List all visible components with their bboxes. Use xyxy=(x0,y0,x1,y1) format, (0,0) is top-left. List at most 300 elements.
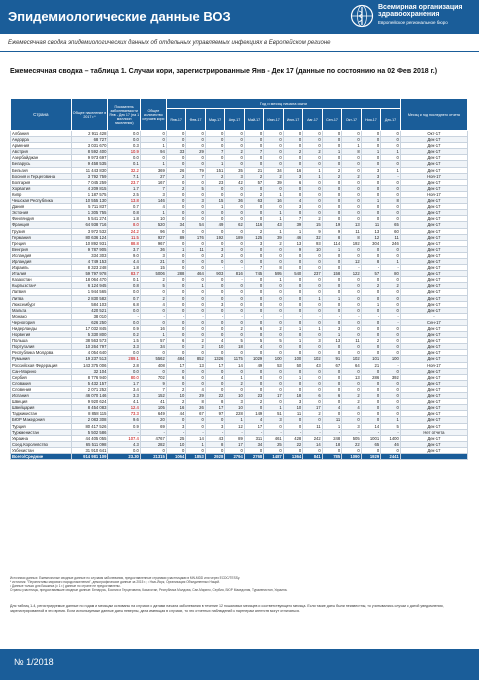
month-cases-cell: 0 xyxy=(205,155,224,161)
month-cases-cell: 1 xyxy=(322,423,341,429)
month-cases-cell: 0 xyxy=(283,265,302,271)
month-cases-cell: 2 xyxy=(381,283,401,289)
country-cell: Узбекистан xyxy=(11,447,72,453)
country-cell: Всего/Средние xyxy=(11,453,72,459)
population-cell: 9 787 905 xyxy=(71,246,108,252)
month-cases-cell: 26 xyxy=(186,405,205,411)
month-cases-cell: 5 xyxy=(186,185,205,191)
country-cell: Грузия xyxy=(11,228,72,234)
month-cases-cell: 0 xyxy=(303,179,322,185)
col-header-month: Окт-17 xyxy=(342,109,361,131)
last-report-cell: Дек-17 xyxy=(400,161,467,167)
last-report-cell: Дек-17 xyxy=(400,155,467,161)
month-cases-cell: 0 xyxy=(186,252,205,258)
month-cases-cell: 21 xyxy=(244,167,263,173)
last-report-cell: Ноя-17 xyxy=(400,191,467,197)
month-cases-cell: 0 xyxy=(361,350,380,356)
month-cases-cell: 0 xyxy=(361,143,380,149)
month-cases-cell: 0 xyxy=(381,191,401,197)
last-report-cell: Дек-17 xyxy=(400,228,467,234)
month-cases-cell: 0 xyxy=(244,283,263,289)
month-cases-cell: 0 xyxy=(381,179,401,185)
country-cell: Финляндия xyxy=(11,216,72,222)
country-cell: Венгрия xyxy=(11,246,72,252)
month-cases-cell: 0 xyxy=(322,252,341,258)
month-cases-cell: 0 xyxy=(166,137,185,143)
last-report-cell: Окт-17 xyxy=(400,131,467,137)
cases-cell: 4767 xyxy=(140,435,166,441)
month-cases-cell: 0 xyxy=(264,137,283,143)
month-cases-cell: 595 xyxy=(264,271,283,277)
month-cases-cell: 16 xyxy=(166,405,185,411)
population-cell: 18 064 470 xyxy=(71,277,108,283)
month-cases-cell: 0 xyxy=(342,252,361,258)
last-report-cell: Нет отчета xyxy=(400,429,467,435)
month-cases-cell: 2768 xyxy=(244,453,263,459)
month-cases-cell: 0 xyxy=(322,179,341,185)
country-cell: Мальта xyxy=(11,307,72,313)
month-cases-cell: 25 xyxy=(166,435,185,441)
cases-cell: 369 xyxy=(140,167,166,173)
month-cases-cell: 4 xyxy=(322,405,341,411)
month-cases-cell: 0 xyxy=(264,295,283,301)
month-cases-cell: 2 xyxy=(166,386,185,392)
month-cases-cell: 0 xyxy=(186,447,205,453)
month-cases-cell: 0 xyxy=(361,210,380,216)
month-cases-cell: 0 xyxy=(186,131,205,137)
month-cases-cell: 0 xyxy=(283,417,302,423)
country-cell: Болгария xyxy=(11,179,72,185)
month-cases-cell: 0 xyxy=(361,380,380,386)
month-cases-cell: 0 xyxy=(186,155,205,161)
last-report-cell: Сен-17 xyxy=(400,319,467,325)
month-cases-cell: 0 xyxy=(166,277,185,283)
month-cases-cell: 4 xyxy=(283,198,302,204)
month-cases-cell: - xyxy=(381,265,401,271)
month-cases-cell: 0 xyxy=(264,258,283,264)
month-cases-cell: 14 xyxy=(361,423,380,429)
incidence-cell: 3.3 xyxy=(108,344,140,350)
month-cases-cell: 0 xyxy=(303,301,322,307)
last-report-cell: Ноя-17 xyxy=(400,362,467,368)
population-cell: 2 083 308 xyxy=(71,417,108,423)
cases-cell: 4 xyxy=(140,204,166,210)
month-cases-cell: 43 xyxy=(303,362,322,368)
month-cases-cell: 1 xyxy=(381,167,401,173)
month-cases-cell: 4 xyxy=(205,374,224,380)
month-cases-cell: 0 xyxy=(283,137,302,143)
population-cell: 584 103 xyxy=(71,301,108,307)
month-cases-cell: 13 xyxy=(342,222,361,228)
month-cases-cell: - xyxy=(205,265,224,271)
cases-cell: 702 xyxy=(140,374,166,380)
month-cases-cell: 1 xyxy=(303,295,322,301)
population-cell: 10 555 130 xyxy=(71,198,108,204)
month-cases-cell: 246 xyxy=(381,240,401,246)
month-cases-cell: 0 xyxy=(381,344,401,350)
month-cases-cell: 0 xyxy=(166,252,185,258)
month-cases-cell: 1 xyxy=(381,417,401,423)
month-cases-cell: 3 xyxy=(361,173,380,179)
population-cell: 4 209 815 xyxy=(71,185,108,191)
month-cases-cell: 1 xyxy=(283,374,302,380)
month-cases-cell: 0 xyxy=(225,350,244,356)
month-cases-cell: 0 xyxy=(166,332,185,338)
month-cases-cell: 36 xyxy=(225,198,244,204)
month-cases-cell: 0 xyxy=(361,411,380,417)
measles-table-container xyxy=(10,98,468,460)
month-cases-cell: 32 xyxy=(303,234,322,240)
month-cases-cell: 0 xyxy=(244,216,263,222)
population-cell: 5 330 800 xyxy=(71,332,108,338)
month-cases-cell: 0 xyxy=(264,319,283,325)
month-cases-cell: 0 xyxy=(264,131,283,137)
month-cases-cell: 97 xyxy=(205,411,224,417)
page-title: Эпидемиологические данные ВОЗ xyxy=(8,9,231,24)
month-cases-cell: 0 xyxy=(166,368,185,374)
col-header-month: Сен-17 xyxy=(322,109,341,131)
population-cell: 2 071 252 xyxy=(71,386,108,392)
month-cases-cell: 0 xyxy=(361,368,380,374)
month-cases-cell: 0 xyxy=(361,405,380,411)
last-report-cell: Дек-17 xyxy=(400,417,467,423)
month-cases-cell: 65 xyxy=(361,441,380,447)
month-cases-cell: 1 xyxy=(264,228,283,234)
month-cases-cell: 0 xyxy=(381,143,401,149)
month-cases-cell: 0 xyxy=(186,137,205,143)
month-cases-cell: 91 xyxy=(322,356,341,362)
cases-cell: 0 xyxy=(140,131,166,137)
month-cases-cell: 34 xyxy=(166,222,185,228)
month-cases-cell: 0 xyxy=(381,368,401,374)
month-cases-cell: 0 xyxy=(361,417,380,423)
country-cell: БЮР Македония xyxy=(11,417,72,423)
month-cases-cell: 22 xyxy=(205,393,224,399)
month-cases-cell: 0 xyxy=(283,185,302,191)
cases-cell: 9 xyxy=(140,380,166,386)
month-cases-cell: 0 xyxy=(381,246,401,252)
month-cases-cell: 0 xyxy=(303,386,322,392)
month-cases-cell: 57 xyxy=(244,179,263,185)
month-cases-cell: 4 xyxy=(205,338,224,344)
month-cases-cell: 5 xyxy=(264,338,283,344)
incidence-cell: 83.7 xyxy=(108,271,140,277)
month-cases-cell: 0 xyxy=(283,350,302,356)
population-cell: 5 711 837 xyxy=(71,204,108,210)
month-cases-cell: 0 xyxy=(381,447,401,453)
incidence-cell: 6.8 xyxy=(108,301,140,307)
month-cases-cell: 101 xyxy=(361,356,380,362)
month-cases-cell: 0 xyxy=(186,295,205,301)
month-cases-cell: - xyxy=(283,429,302,435)
month-cases-cell: 1 xyxy=(225,417,244,423)
incidence-cell: 4.3 xyxy=(108,441,140,447)
last-report-cell: Дек-17 xyxy=(400,179,467,185)
incidence-cell: 1.7 xyxy=(108,185,140,191)
month-cases-cell: 0 xyxy=(342,131,361,137)
month-cases-cell: 7 xyxy=(244,149,263,155)
month-cases-cell: 0 xyxy=(283,423,302,429)
month-cases-cell: 1 xyxy=(322,149,341,155)
population-cell: 626 250 xyxy=(71,319,108,325)
month-cases-cell: 0 xyxy=(361,216,380,222)
month-cases-cell: 0 xyxy=(186,161,205,167)
month-cases-cell: 0 xyxy=(342,301,361,307)
month-cases-cell: 2 xyxy=(322,173,341,179)
month-cases-cell: 1929 xyxy=(361,453,380,459)
country-cell: Кыргызстан¹ xyxy=(11,283,72,289)
cases-cell: 146 xyxy=(140,198,166,204)
last-report-cell: Дек-17 xyxy=(400,344,467,350)
month-cases-cell: 0 xyxy=(283,210,302,216)
month-cases-cell: 0 xyxy=(264,252,283,258)
month-cases-cell: 0 xyxy=(342,332,361,338)
month-cases-cell: 0 xyxy=(264,386,283,392)
month-cases-cell: 0 xyxy=(283,301,302,307)
footnotes: Источники данных: Ежемесячные сводные данные по случаям заболевания, предоставленные странами участницами в MN-MDD или через ECDC/TESSy. * источник: "Перспективы мирового народонаселения", демографические данные за 2015 г.; ¹ Нью-Йорк, Организация Объединенных Наций. ¹ Данные только для Бишкека (с 1 г.) данные по стране не предоставлены. Страны участницы, предоставившие сводные данные: Беларусь, Босния и Герцеговина, Казахстан, Республика Молдова, Сан-Марино, Сербия, БЮР Македония, Туркменистан, Украина. xyxy=(10,576,288,592)
month-cases-cell: 0 xyxy=(166,301,185,307)
population-cell: 4 054 640 xyxy=(71,350,108,356)
month-cases-cell: 0 xyxy=(381,204,401,210)
who-emblem-icon xyxy=(350,4,374,28)
month-cases-cell: 0 xyxy=(186,350,205,356)
month-cases-cell: 0 xyxy=(342,191,361,197)
population-cell: 334 303 xyxy=(71,252,108,258)
month-cases-cell: 0 xyxy=(322,307,341,313)
population-cell: 8 858 115 xyxy=(71,411,108,417)
organization-name xyxy=(378,4,476,26)
month-cases-cell: 0 xyxy=(322,277,341,283)
population-cell: 19 237 513 xyxy=(71,356,108,362)
cases-cell: 7 xyxy=(140,185,166,191)
month-cases-cell: 3 xyxy=(264,417,283,423)
month-cases-cell: 0 xyxy=(244,258,263,264)
month-cases-cell: 3 xyxy=(244,240,263,246)
month-cases-cell: 0 xyxy=(264,155,283,161)
month-cases-cell: 0 xyxy=(205,319,224,325)
population-cell: 65 511 098 xyxy=(71,441,108,447)
month-cases-cell: 1 xyxy=(361,301,380,307)
population-cell: 2 911 428 xyxy=(71,131,108,137)
month-cases-cell: 4 xyxy=(244,417,263,423)
month-cases-cell: - xyxy=(361,313,380,319)
population-cell: 9 920 624 xyxy=(71,399,108,405)
month-cases-cell: 1 xyxy=(283,338,302,344)
month-cases-cell: 0 xyxy=(381,405,401,411)
month-cases-cell: 1 xyxy=(342,143,361,149)
month-cases-cell: 116 xyxy=(244,222,263,228)
month-cases-cell: 0 xyxy=(186,265,205,271)
month-cases-cell: 0 xyxy=(186,374,205,380)
month-cases-cell: 0 xyxy=(303,210,322,216)
month-cases-cell: 2 xyxy=(342,173,361,179)
month-cases-cell: 0 xyxy=(283,332,302,338)
month-cases-cell: 13 xyxy=(342,374,361,380)
month-cases-cell: 0 xyxy=(186,289,205,295)
incidence-cell: 13.8 xyxy=(108,198,140,204)
month-cases-cell: 228 xyxy=(225,411,244,417)
month-cases-cell: 1 xyxy=(205,204,224,210)
month-cases-cell: 0 xyxy=(342,350,361,356)
month-cases-cell: - xyxy=(381,173,401,179)
month-cases-cell: 0 xyxy=(381,277,401,283)
month-cases-cell: 0 xyxy=(361,332,380,338)
month-cases-cell: 0 xyxy=(303,399,322,405)
month-cases-cell: 39 xyxy=(264,179,283,185)
incidence-cell: 1.7 xyxy=(108,380,140,386)
last-report-cell: Ноя-17 xyxy=(400,173,467,179)
month-cases-cell: 1326 xyxy=(205,356,224,362)
country-cell: Сан-Марино xyxy=(11,368,72,374)
month-cases-cell: 0 xyxy=(225,258,244,264)
month-cases-cell: 0 xyxy=(322,185,341,191)
last-report-cell xyxy=(400,453,467,459)
month-cases-cell: 114 xyxy=(322,240,341,246)
month-cases-cell: 35 xyxy=(225,167,244,173)
month-cases-cell: 0 xyxy=(166,350,185,356)
month-cases-cell: 0 xyxy=(264,143,283,149)
month-cases-cell: 0 xyxy=(205,258,224,264)
month-cases-cell: 0 xyxy=(303,185,322,191)
population-cell: 68 727 xyxy=(71,137,108,143)
incidence-cell: 107.4 xyxy=(108,435,140,441)
month-cases-cell: 0 xyxy=(166,344,185,350)
month-cases-cell: 0 xyxy=(322,131,341,137)
cases-cell: 27 xyxy=(140,173,166,179)
population-cell: 3 792 759 xyxy=(71,173,108,179)
cases-cell: 94 xyxy=(140,149,166,155)
month-cases-cell: 0 xyxy=(342,386,361,392)
month-cases-cell: 0 xyxy=(303,307,322,313)
month-cases-cell: 242 xyxy=(303,435,322,441)
month-cases-cell: 11 xyxy=(303,423,322,429)
divider xyxy=(0,51,479,52)
methodology-note: Для таблиц 1-4, регистрируемые данные по годам и месяцам основаны на случаях с датами начала заболевания в течение 12 пошаговых месяцев и соответствующего месяца. Если такие даты были неизвестны, то учитывались случаи с датой уведомления, зарегистрированной в это время. Если используемые данные даты неверны, дата имеющая в случаях, то это отчетных наблюдений к партнерам агентств могут отличаться. xyxy=(10,604,444,613)
incidence-cell: 7.1 xyxy=(108,173,140,179)
month-cases-cell: 0 xyxy=(322,380,341,386)
month-cases-cell: 0 xyxy=(205,185,224,191)
month-cases-cell: 0 xyxy=(205,216,224,222)
month-cases-cell: 9 xyxy=(283,246,302,252)
cases-cell: 0 xyxy=(140,137,166,143)
month-cases-cell: 2 xyxy=(244,191,263,197)
month-cases-cell: 2 xyxy=(303,216,322,222)
month-cases-cell: 0 xyxy=(166,380,185,386)
month-cases-cell: 237 xyxy=(303,271,322,277)
month-cases-cell: 122 xyxy=(342,271,361,277)
month-cases-cell: 53 xyxy=(264,362,283,368)
month-cases-cell: 0 xyxy=(342,167,361,173)
col-header-months-group: Год и месяц начала сыпи xyxy=(166,99,400,109)
country-cell: Словакия xyxy=(11,380,72,386)
month-cases-cell: 9 xyxy=(322,228,341,234)
month-cases-cell: 0 xyxy=(264,332,283,338)
month-cases-cell: 288 xyxy=(166,271,185,277)
month-cases-cell: 6 xyxy=(283,179,302,185)
month-cases-cell: 0 xyxy=(342,319,361,325)
month-cases-cell: 60 xyxy=(381,228,401,234)
month-cases-cell: 0 xyxy=(322,191,341,197)
cases-cell: - xyxy=(140,429,166,435)
country-cell: Португалия xyxy=(11,344,72,350)
incidence-cell: 12.4 xyxy=(108,405,140,411)
month-cases-cell: 0 xyxy=(264,149,283,155)
month-cases-cell: 428 xyxy=(283,435,302,441)
month-cases-cell: 0 xyxy=(186,319,205,325)
col-header-month: Май-17 xyxy=(244,109,263,131)
month-cases-cell: 21 xyxy=(361,362,380,368)
month-cases-cell: 9 xyxy=(303,228,322,234)
country-cell: Швеция xyxy=(11,399,72,405)
month-cases-cell: 33 xyxy=(166,149,185,155)
month-cases-cell: 2 xyxy=(166,185,185,191)
month-cases-cell: 0 xyxy=(264,423,283,429)
month-cases-cell: 2 xyxy=(225,149,244,155)
month-cases-cell: 18 xyxy=(283,393,302,399)
month-cases-cell: 0 xyxy=(283,307,302,313)
month-cases-cell: 0 xyxy=(205,386,224,392)
population-cell: 420 521 xyxy=(71,307,108,313)
month-cases-cell: - xyxy=(244,429,263,435)
month-cases-cell: 0 xyxy=(303,143,322,149)
month-cases-cell: 6 xyxy=(303,393,322,399)
cases-cell: 7 xyxy=(140,386,166,392)
cases-cell: 15 xyxy=(140,265,166,271)
month-cases-cell: 0 xyxy=(166,204,185,210)
population-cell: 38 010 xyxy=(71,313,108,319)
month-cases-cell: 46 xyxy=(381,441,401,447)
month-cases-cell: 0 xyxy=(361,131,380,137)
cases-cell: 649 xyxy=(140,411,166,417)
incidence-cell: 0.9 xyxy=(108,326,140,332)
month-cases-cell: 286 xyxy=(361,374,380,380)
month-cases-cell: 0 xyxy=(166,216,185,222)
country-cell: Эстония xyxy=(11,210,72,216)
month-cases-cell: 34 xyxy=(264,167,283,173)
population-cell: 5 541 274 xyxy=(71,216,108,222)
month-cases-cell: 4 xyxy=(342,405,361,411)
month-cases-cell: 0 xyxy=(166,265,185,271)
col-header-month: Апр-17 xyxy=(225,109,244,131)
month-cases-cell: 0 xyxy=(342,295,361,301)
month-cases-cell: 79 xyxy=(186,167,205,173)
month-cases-cell: 0 xyxy=(244,332,263,338)
incidence-cell: 4.1 xyxy=(108,399,140,405)
incidence-cell: 73.3 xyxy=(108,411,140,417)
month-cases-cell: 0 xyxy=(166,228,185,234)
col-header-month: Мар-17 xyxy=(205,109,224,131)
month-cases-cell: 0 xyxy=(381,185,401,191)
month-cases-cell: 0 xyxy=(322,143,341,149)
month-cases-cell: 1853 xyxy=(186,453,205,459)
month-cases-cell: 0 xyxy=(303,283,322,289)
incidence-cell: 0.1 xyxy=(108,161,140,167)
month-cases-cell: 0 xyxy=(303,161,322,167)
month-cases-cell: - xyxy=(322,313,341,319)
month-cases-cell: 1 xyxy=(361,198,380,204)
month-cases-cell: 0 xyxy=(186,301,205,307)
month-cases-cell: 0 xyxy=(381,210,401,216)
month-cases-cell: 0 xyxy=(225,185,244,191)
month-cases-cell: 0 xyxy=(244,405,263,411)
month-cases-cell: 17 xyxy=(166,362,185,368)
population-cell: 44 405 055 xyxy=(71,435,108,441)
month-cases-cell: 5 xyxy=(244,338,263,344)
cases-cell: 408 xyxy=(140,362,166,368)
month-cases-cell: 0 xyxy=(244,301,263,307)
month-cases-cell: 1 xyxy=(186,283,205,289)
month-cases-cell: - xyxy=(264,313,283,319)
